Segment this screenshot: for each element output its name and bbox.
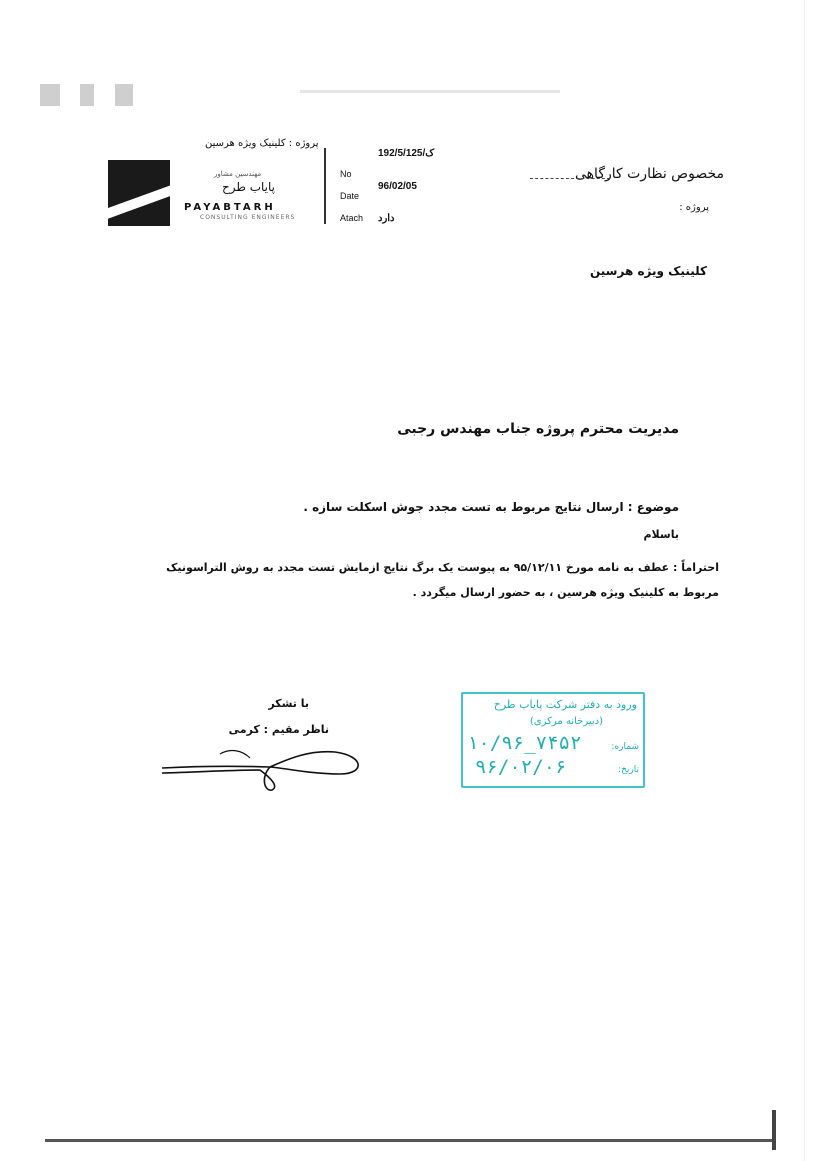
scan-artifact — [40, 84, 60, 106]
stamp-number-value: ۱۰/۹۶_۷۴۵۲ — [467, 732, 582, 754]
no-label: No — [340, 169, 352, 179]
greeting: باسلام — [643, 528, 679, 541]
addressee: مدیریت محترم پروژه جناب مهندس رجبی — [397, 421, 679, 437]
scan-corner-mark — [772, 1110, 776, 1150]
logo-persian-subtitle: مهندسین مشاور — [214, 170, 262, 178]
signer-name: ناظر مقیم : کرمی — [228, 723, 329, 736]
scan-artifact — [300, 90, 560, 93]
scan-right-edge — [804, 0, 805, 1161]
logo-latin-subtitle: CONSULTING ENGINEERS — [200, 214, 296, 221]
header-divider — [324, 148, 326, 224]
company-logo — [108, 160, 170, 226]
scan-artifact — [115, 84, 133, 106]
stamp-number-label: شماره: — [611, 742, 639, 752]
reception-stamp — [461, 692, 645, 788]
subject-line: موضوع : ارسال نتایج مربوط به تست مجدد جوش اسکلت سازه . — [303, 500, 679, 514]
stamp-subtitle: (دبیرخانه مرکزی) — [529, 716, 603, 727]
attach-label: Atach — [340, 213, 364, 223]
attach-value: دارد — [378, 213, 395, 224]
handwritten-signature — [160, 740, 370, 798]
bottom-edge-line — [45, 1139, 775, 1142]
recipient: کلینیک ویژه هرسین — [589, 264, 707, 278]
letter-body — [119, 555, 719, 605]
header-dash-line — [530, 178, 610, 179]
logo-latin-name: PAYABTARH — [184, 202, 276, 213]
stamp-date-value: ۹۶/۰۲/۰۶ — [475, 756, 567, 778]
stamp-date-label: تاریخ: — [618, 765, 639, 775]
letter-date: 96/02/05 — [378, 181, 417, 192]
body-line: احتراماً : عطف به نامه مورخ ۹۵/۱۲/۱۱ به پیوست یک برگ نتایج ازمایش تست مجدد به روش التراسونیک — [166, 561, 719, 574]
scan-artifact — [80, 84, 94, 106]
project-name-top: پروژه : کلینیک ویژه هرسین — [205, 138, 319, 149]
date-label: Date — [340, 191, 360, 201]
closing: با تشکر — [268, 697, 309, 710]
stamp-title: ورود به دفتر شرکت پایاب طرح — [493, 698, 637, 711]
body-line: مربوط به کلینیک ویژه هرسین ، به حضور ارسال میگردد . — [412, 586, 719, 599]
project-label-right: پروژه : — [679, 202, 709, 213]
logo-persian-name: پایاب طرح — [222, 180, 276, 194]
letter-number: 192/5/ک/125 — [378, 148, 435, 159]
header-title: مخصوص نظارت کارگاهی — [575, 166, 724, 182]
